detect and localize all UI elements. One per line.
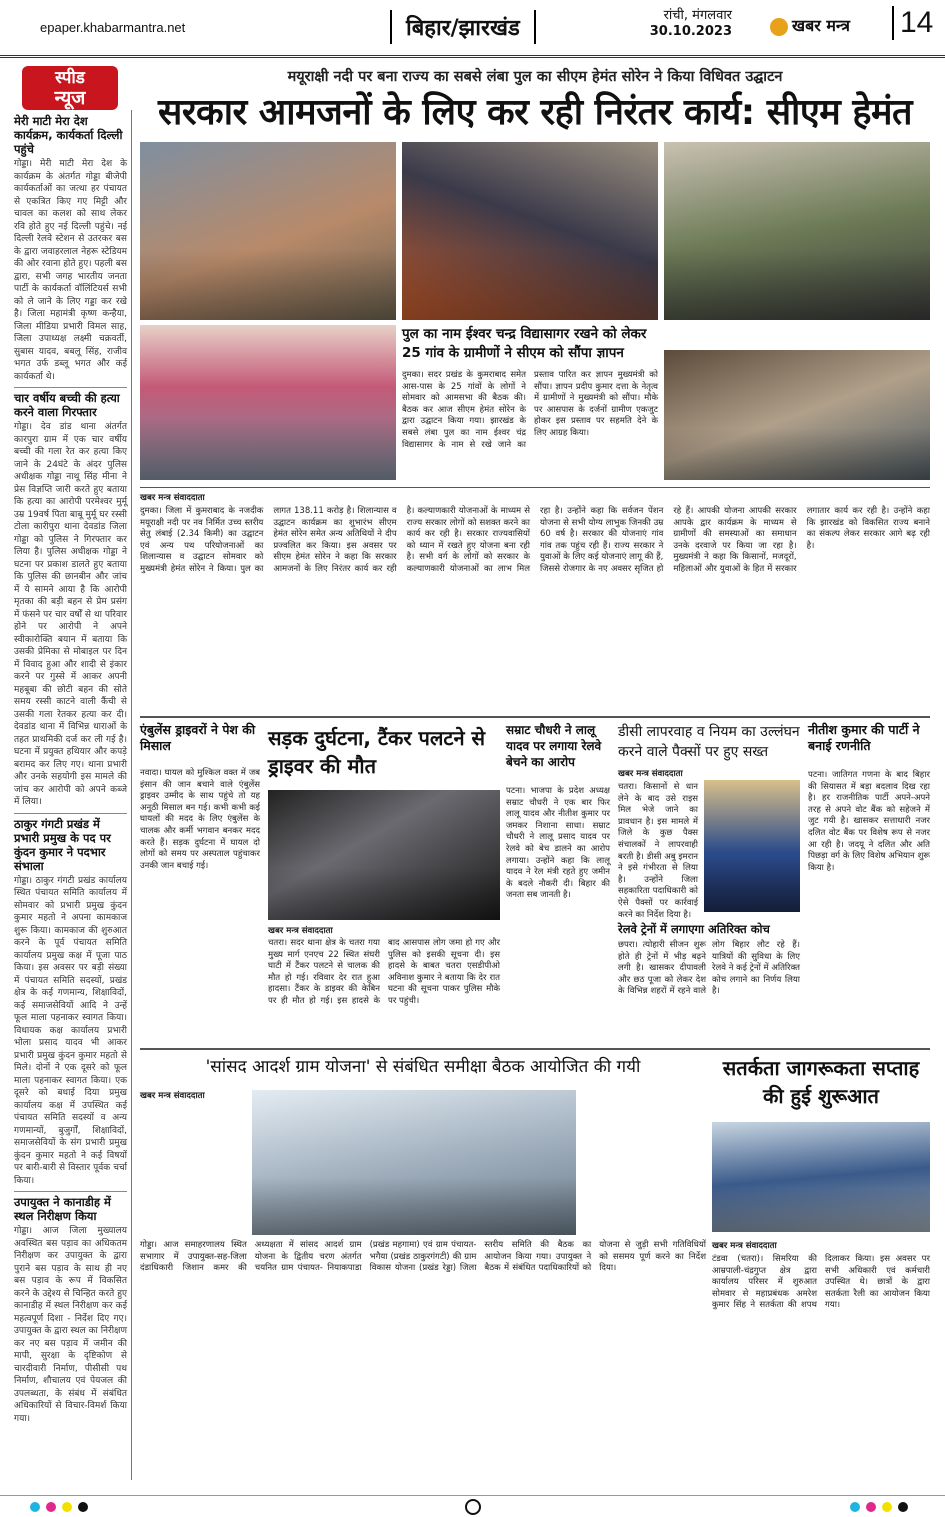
yellow-dot-icon (882, 1502, 892, 1512)
story-text: छपरा। त्योहारी सीजन शुरू होते ही ट्रेनों में भीड़ बढ़ने लगी है। खासकर दीपावली और छठ पूजा को लेकर देश के विभिन्न शहरों में रहने वाले लोग बिहार लौट रहे हैं। यात्रियों की सुविधा के लिए रेलवे ने कई ट्रेनों में अतिरिक्त कोच लगाने का निर्णय लिया है। (618, 940, 800, 997)
story-text: नवादा। घायल को मुश्किल वक्त में जब इंसान की जान बचाने वाले एंबुलेंस ड्राइवर उम्मीद के साथ पहुंचे तो यह अनूठी मिसाल बन गई। कभी कभी कई घायलों की मदद के लिए एंबुलेंस के चालक और कर्मी भगवान बनकर मदद करते हैं। सड़क दुर्घटना में घायल दो लोगों को समय पर अस्पताल पहुंचाकर उनकी जान बचाई गई। (140, 768, 260, 871)
story-text: गोड्डा। आज समाहरणालय स्थित सभागार में उपायुक्त-सह-जिला दंडाधिकारी जिशान कमर की अध्यक्षता में सांसद आदर्श ग्राम योजना के द्वितीय चरण अंतर्गत चयनित ग्राम पंचायत- नियाकपाडा (प्रखंड महगामा) एवं ग्राम पंचायत- भगैया (प्रखंड ठाकुरगंगटी) की ग्राम विकास योजना (प्रखंड रेड्डा) जिला स्तरीय समिति की बैठक का आयोजन किया गया। उपायुक्त ने बैठक में संबंधित पदाधिकारियों को योजना से जुड़ी सभी गतिविधियों को ससमय पूर्ण करने का निर्देश दिया। (140, 1240, 706, 1274)
black-dot-icon (78, 1502, 88, 1512)
divider (140, 1048, 930, 1050)
photo-overturned-tanker (268, 790, 500, 920)
brand-logo-icon (770, 18, 788, 36)
lead-byline: खबर मन्त्र संवाददाता (140, 493, 205, 503)
story-headline: नीतीश कुमार की पार्टी ने बनाई रणनीति (808, 722, 920, 753)
photo-bridge-stage (140, 325, 396, 480)
lead-headline: सरकार आमजनों के लिए कर रही निरंतर कार्य: सीएम हेमंत (158, 92, 912, 133)
photo-plaque-unveiling (402, 142, 658, 320)
story-text: टंडवा (चतरा)। सिमरिया की आम्रपाली-चंद्रगुप्त क्षेत्र द्वारा कार्यालय परिसर में शुरुआत सोमवार से महाप्रबंधक अमरेश कुमार सिंह ने सतर्कता की शपथ दिलाकर किया। इस अवसर पर सभी अधिकारी एवं कर्मचारी उपस्थित थे। छात्रों के द्वारा सतर्कता रैली का आयोजन किया गया। (712, 1254, 930, 1311)
lead-kicker: मयूराक्षी नदी पर बना राज्य का सबसे लंबा पुल का सीएम हेमंत सोरेन ने किया विधिवत उद्घाटन (287, 69, 783, 85)
photo-inauguration-ceremony (140, 142, 396, 320)
epaper-url[interactable]: epaper.khabarmantra.net (40, 20, 186, 35)
story-byline: खबर मन्त्र संवाददाता (712, 1241, 777, 1251)
print-registration-strip (0, 1495, 945, 1517)
register-mark-icon (465, 1499, 481, 1515)
story-headline: एंबुलेंस ड्राइवरों ने पेश की मिसाल (140, 722, 256, 753)
magenta-dot-icon (866, 1502, 876, 1512)
photo-cm-children (664, 350, 930, 480)
divider (140, 487, 930, 488)
left-story-text: गोड्डा। ठाकुर गंगटी प्रखंड कार्यालय स्थित पंचायत समिति कार्यालय में सोमवार को प्रभारी प्रमुख कुंदन कुमार महतो ने अपना कामकाज शुरू किया। कामकाज की शुरुआत करने के पूर्व पंचायत समिति कार्यालय प्रमुख कक्ष में पूजा पाठ किया। इस अवसर पर बड़ी संख्या में पंचायत समिति सदस्यों, प्रखंड क्षेत्र के कई गणमान्य, शिक्षाविदों, कई समाजसेवियों आदि ने उन्हें फूल माला पहनाकर स्वागत किया। विधायक कक्ष कार्यालय प्रभारी भोला प्रसाद यादव भी आकर प्रभारी प्रमुख कुंदन कुमार महतो से मिले। दोनों ने एक दूसरे को फूल माला पहनाकर स्वागत किया। एक दूसरे को बधाई दिया प्रमुख कार्यालय कक्ष में उपस्थित कई पंचायत समिति सदस्यों व अन्य गणमान्यों, बुजुर्गों, शिक्षाविदों, समाजसेवियों के संग प्रभारी प्रमुख कुंदन कुमार महतो ने कई विषयों पर बारी-बारी से विस्तार पूर्वक चर्चा किया। (14, 875, 127, 1186)
photo-cm-crowd (664, 142, 930, 320)
magenta-dot-icon (46, 1502, 56, 1512)
section-title: बिहार/झारखंड (390, 10, 536, 44)
masthead (0, 0, 945, 58)
story-text: चतरा। सदर थाना क्षेत्र के चतरा गया मुख्य मार्ग एनएच 22 स्थित संघरी घाटी में टैंकर पलटने से चालक की मौत हो गई। रविवार देर रात हुआ हादसा। टैंकर के डाइवर की केबिन पर ही मौत हो गई। इस हादसे के बाद आसपास लोग जमा हो गए और पुलिस को इसकी सूचना दी। इस हादसे के बाबत चतरा एसडीपीओ अविनाश कुमार ने बताया कि देर रात घटना की सूचना पाकर पुलिस मौके पर पहुंची। (268, 938, 500, 1006)
story-text: पटना। जातिगत गणना के बाद बिहार की सियासत में बड़ा बदलाव दिख रहा है। हर राजनीतिक पार्टी अपने-अपने तरह से अपने वोट बैंक को सहेजने में जुट गयी है। खासकर सत्ताधारी नजर दलित वोट बैंक पर विशेष रूप से नजर आ रही है। जदयू ने दलित और अति पिछड़ा वर्ग के लिए विशेष अभियान शुरू किया है। (808, 770, 930, 873)
story-headline: सड़क दुर्घटना, टैंकर पलटने से ड्राइवर की मौत (268, 726, 486, 778)
photo-vigilance-rally (712, 1122, 930, 1232)
brand-name: खबर मन्त्र (770, 14, 850, 36)
left-story-title: मेरी माटी मेरा देश कार्यक्रम, कार्यकर्ता दिल्ली पहुंचे (14, 114, 123, 156)
cyan-dot-icon (850, 1502, 860, 1512)
left-story-title: उपायुक्त ने कानाडीह में स्थल निरीक्षण किया (14, 1191, 127, 1223)
cyan-dot-icon (30, 1502, 40, 1512)
story-byline: खबर मन्त्र संवाददाता (618, 769, 683, 779)
left-story-title: चार वर्षीय बच्ची की हत्या करने वाला गिरफ्तार (14, 387, 127, 419)
lead-story-body: दुमका। जिला में कुमराबाद के नजदीक मयूराक्षी नदी पर नव निर्मित उच्च स्तरीय सेतु लंबाई (2.34 किमी) का उद्घाटन एवं अन्य पथ परियोजनाओं का शिलान्यास व उद्घाटन सोमवार को मुख्यमंत्री हेमंत सोरेन ने किया। पुल का लागत 138.11 करोड़ है। शिलान्यास व उद्घाटन कार्यक्रम का शुभारंभ सीएम हेमंत सोरेन समेत अन्य अतिथियों ने दीप प्रज्वलित कर किया। इस अवसर पर सीएम हेमंत सोरेन ने कहा कि सरकार आमजनों के लिए निरंतर कार्य कर रही है। कल्याणकारी योजनाओं के माध्यम से राज्य सरकार लोगों को सशक्त करने का कार्य कर रही है। सरकार राज्यवासियों को ध्यान में रखते हुए योजना बना रही है। सभी वर्ग के लोगों को सरकार के कल्याणकारी योजनाओं का लाभ मिल रहा है। उन्होंने कहा कि सर्वजन पेंशन योजना से सभी योग्य लाभुक जिनकी उम्र 60 वर्ष है। सरकार की योजनाएं गांव गांव तक पहुंच रही हैं। राज्य सरकार ने युवाओं के लिए कई योजनाएं लागू की हैं, जिससे रोजगार के नए अवसर सृजित हो रहे हैं। आपकी योजना आपकी सरकार आपके द्वार कार्यक्रम के माध्यम से ग्रामीणों की समस्याओं का समाधान उनके दरवाजे पर किया जा रहा है। मुख्यमंत्री ने कहा कि किसानों, मजदूरों, महिलाओं और युवाओं के हित में सरकार लगातार कार्य कर रही है। उन्होंने कहा कि झारखंड को विकसित राज्य बनाने का संकल्प लेकर सरकार आगे बढ़ रही है। (140, 506, 930, 574)
story-text: पटना। भाजपा के प्रदेश अध्यक्ष सम्राट चौधरी ने एक बार फिर लालू यादव और नीतीश कुमार पर जमकर निशाना साधा। सम्राट चौधरी ने लालू प्रसाद यादव पर रेलवे को बेच डालने का आरोप लगाया। उन्होंने कहा कि लालू यादव ने रेल मंत्री रहते हुए जमीन के बदले नौकरी दी। बिहार की जनता सब जानती है। (506, 786, 610, 901)
sub-headline: पुल का नाम ईश्वर चन्द्र विद्यासागर रखने को लेकर 25 गांव के ग्रामीणों ने सीएम को सौंपा ज्ञापन (402, 326, 647, 361)
left-story-text: गोड्डा। देव डांड थाना अंतर्गत कारपुरा ग्राम में एक चार वर्षीय बच्ची की गला रेत कर हत्या किए जाने के 24घंटे के अंदर पुलिस अधीक्षक गोड्डा नाथू सिंह मीना ने प्रेस विज्ञप्ति जारी करते हुए बताया कि हत्या का आरोपी परमेश्वर मुर्मू उम्र 19वर्ष पिता बाबू मुर्मू घर रस्सी टोला कारीपुरा थाना देवडांड जिला गोड्डा को पुलिस ने गिरफ्तार कर लिया है। पुलिस अधीक्षक गोड्डा ने घटना पर प्रकाश डालते हुए बताया कि पुलिस की छानबीन और जांच में ये सामने आया है कि आरोपी मृतका की बड़ी बहन से प्रेम प्रसंग में फंसने पर चार वर्षों से था परिवार होने पर आरोपी ने अपने स्वीकारोक्ति बयान में बताया कि उसकी प्रेमिका से मोबाइल पर दिन में विवाद हुआ और शादी से इंकार करने पर गुस्से में आकर अपनी महबूबा की छोटी बहन की सोते समय रस्सी काटने वाली कैंची से उसकी गला रेतकर हत्या कर दी। देवडांड थाना में विभिन्न धाराओं के तहत प्राथमिकी दर्ज कर ली गई है। घटना में प्रयुक्त हथियार और कपड़े बरामद कर लिए गए। थाना प्रभारी और उनके सहयोगी इस मामले की जांच कर आरोपी को अपने कब्जे में लिया। (14, 422, 127, 807)
left-news-column (14, 110, 132, 1480)
story-headline: सम्राट चौधरी ने लालू यादव पर लगाया रेलवे बेचने का आरोप (506, 723, 602, 769)
story-text: चतरा। किसानों से धान लेने के बाद उसे राइस मिल भेजे जाने का प्रावधान है। इस मामले में जिले के कुछ पैक्स संचालकों ने लापरवाही बरती है। डीसी अबु इमरान ने इसे गंभीरता से लिया है। उन्होंने जिला सहकारिता पदाधिकारी को ऐसे पैक्सों पर कार्रवाई करने का निर्देश दिया है। (618, 782, 698, 920)
photo-dc-portrait (704, 780, 800, 912)
edition-date (632, 8, 732, 40)
yellow-dot-icon (62, 1502, 72, 1512)
divider (140, 716, 930, 718)
date: 30.10.2023 (649, 24, 732, 39)
page-number: 14 (892, 6, 933, 40)
story-byline: खबर मन्त्र संवाददाता (140, 1091, 205, 1101)
story-headline: डीसी लापरवाह व नियम का उल्लंघन करने वाले पैक्सों पर हुए सख्त (618, 724, 800, 760)
sub-story-text: दुमका। सदर प्रखंड के कुमराबाद समेत आस-पास के 25 गांवों के लोगों ने सोमवार को आमसभा की बैठक की। बैठक कर आज सीएम हेमंत सोरेन के द्वारा उद्घाटन किया गया। झारखंड के सबसे लंबा पुल का नाम ईश्वर चंद्र विद्यासागर के नाम से रखे जाने का प्रस्ताव पारित कर ज्ञापन मुख्यमंत्री को सौंपा। ज्ञापन प्रदीप कुमार दत्ता के नेतृत्व में ग्रामीणों ने मुख्यमंत्री को सौंपा। मौके पर आसपास के दर्जनों ग्रामीण एकजुट होकर इस प्रस्ताव पर सहमति देने के लिए आग्रह किया। (402, 370, 658, 450)
story-headline: सतर्कता जागरूकता सप्ताह की हुई शुरूआत (722, 1056, 920, 1108)
left-story-text: गोड्डा। आज जिला मुख्यालय अवस्थित बस पड़ाव का अधिकतम निरीक्षण कर उपायुक्त के द्वारा पुराने बस पड़ाव के साथ ही नए बस पड़ाव के रूप में विकसित करने के उद्देश्य से चिन्हित करते हुए कानाडीह में स्थल निरीक्षण कर कई महत्वपूर्ण दिशा - निर्देश दिए गए। उपायुक्त के द्वारा स्थल का निरीक्षण कर नए बस पड़ाव में जमीन की मापी, सुरक्षा के दृष्टिकोण से चारदीवारी निर्माण, पीसीसी पथ निर्माण, शौचालय एवं पेयजल की उपलब्धता, के संबंध में संबंधित अधिकारियों से विचार-विमर्श किया गया। (14, 1226, 127, 1424)
story-byline: खबर मन्त्र संवाददाता (268, 926, 333, 936)
black-dot-icon (898, 1502, 908, 1512)
left-story-text: गोड्डा। मेरी माटी मेरा देश के कार्यक्रम के अंतर्गत गोड्डा बीजेपी कार्यकर्ताओं का जत्था हर पंचायत से एकत्रित किए गए मिट्टी और चावल का कलश को साथ लेकर रवि होते हुए नई दिल्ली पहुंचे। नई दिल्ली रेलवे स्टेशन से उतरकर बस के द्वारा जवाहरलाल नेहरू स्टेडियम की ओर रवाना होते हुए। पहली बस द्वारा, सभी जगह भारतीय जनता पार्टी के कार्यकर्ता वॉलिंटियर्स सभी को ले जाने के लिए गड्डा कर रखे है। जिला महामंत्री कृष्ण कन्हैया, जिला मीडिया प्रभारी विमल साह, जिला उपाध्यक्ष लक्ष्मी चक्रवर्ती, सुबास यादव, बबलू सिंह, राजीव भगत उर्फ डब्लू भगत और कई कार्यकर्ता थे। (14, 159, 127, 382)
left-story-title: ठाकुर गंगटी प्रखंड में प्रभारी प्रमुख के पद पर कुंदन कुमार ने पदभार संभाला (14, 813, 127, 873)
story-headline: 'सांसद आदर्श ग्राम योजना' से संबंधित समीक्षा बैठक आयोजित की गयी (205, 1057, 641, 1077)
speed-news-logo: स्पीड न्यूज (22, 66, 118, 110)
photo-review-meeting (252, 1090, 576, 1235)
city-day: रांची, मंगलवार (663, 8, 732, 23)
story-headline: रेलवे ट्रेनों में लगाएगा अतिरिक्त कोच (618, 922, 770, 936)
